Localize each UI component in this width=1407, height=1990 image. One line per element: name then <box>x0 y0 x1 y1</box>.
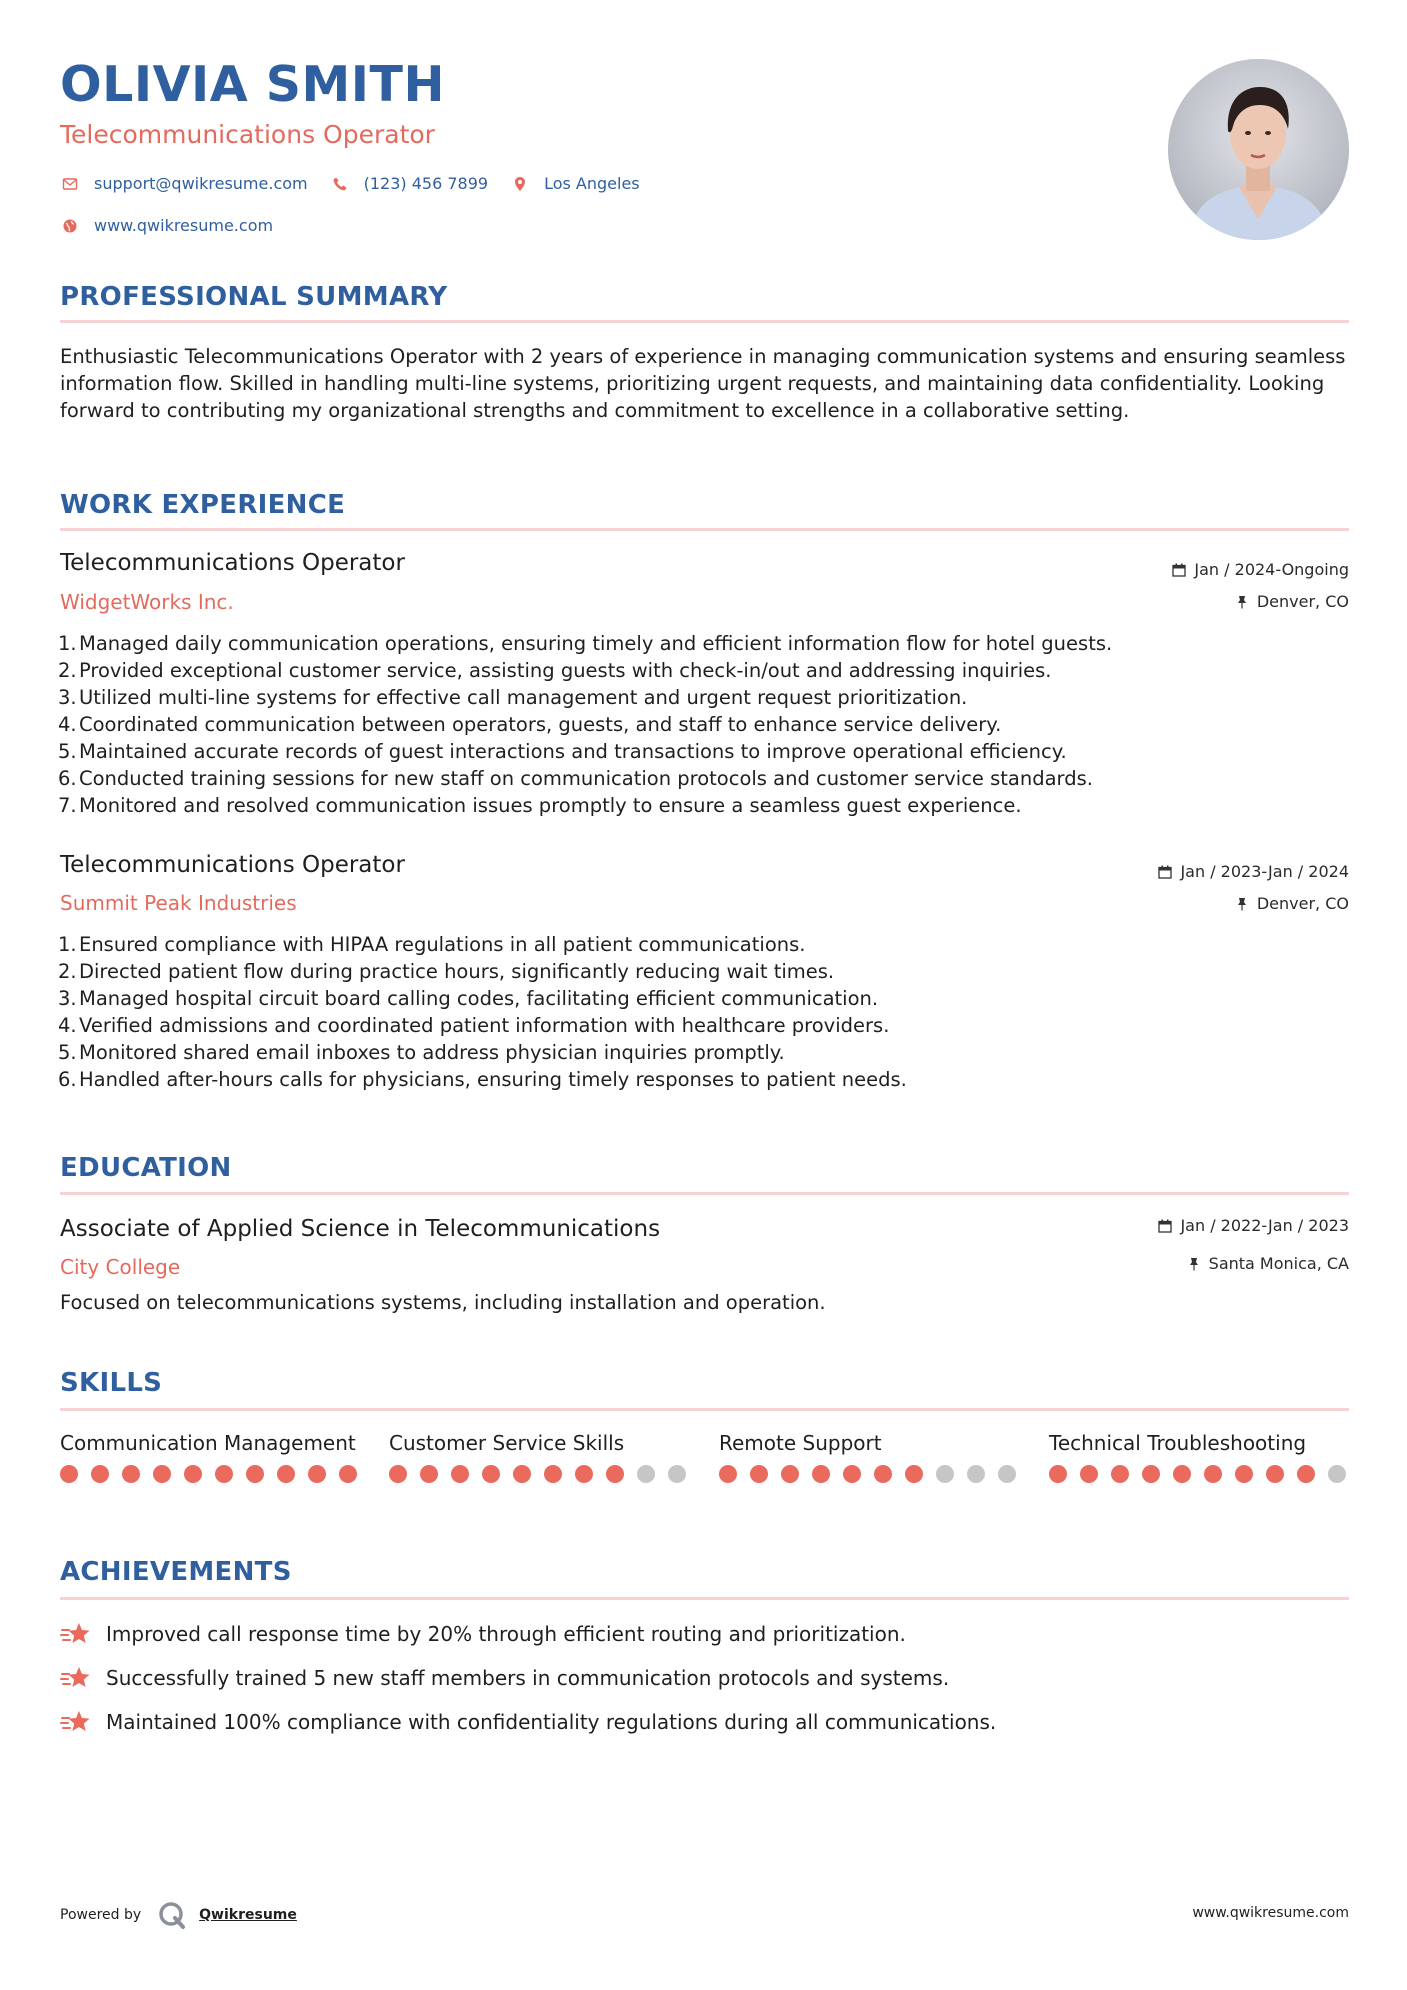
skill-dot-filled <box>482 1465 500 1483</box>
footer-powered-by <box>60 1900 297 1930</box>
candidate-role: Telecommunications Operator <box>60 120 435 149</box>
summary-heading: PROFESSIONAL SUMMARY <box>60 282 448 312</box>
skill-dot-filled <box>1173 1465 1191 1483</box>
skill-dot-filled <box>389 1465 407 1483</box>
education-location <box>1186 1254 1349 1273</box>
skill-dot-filled <box>719 1465 737 1483</box>
skill-dot-filled <box>215 1465 233 1483</box>
skill-dot-filled <box>874 1465 892 1483</box>
globe-icon <box>60 217 80 235</box>
skill-dot-filled <box>905 1465 923 1483</box>
skill-dot-filled <box>1111 1465 1129 1483</box>
skill-name: Communication Management <box>60 1431 356 1455</box>
section-divider <box>60 1408 1349 1411</box>
list-item: 3. Managed hospital circuit board calling codes, facilitating efficient communication. <box>58 987 879 1010</box>
skill-dot-filled <box>277 1465 295 1483</box>
skill-dot-filled <box>812 1465 830 1483</box>
list-item: 2. Directed patient flow during practice hours, significantly reducing wait times. <box>58 960 835 983</box>
skill-dot-filled <box>1080 1465 1098 1483</box>
achievement-item <box>60 1620 906 1648</box>
skill-dot-filled <box>60 1465 78 1483</box>
skill-name: Technical Troubleshooting <box>1049 1431 1307 1455</box>
achievement-text: Maintained 100% compliance with confidentiality regulations during all communications. <box>106 1710 997 1734</box>
degree-title: Associate of Applied Science in Telecommunications <box>60 1216 661 1242</box>
skill-dot-filled <box>1235 1465 1253 1483</box>
skill-dot-filled <box>843 1465 861 1483</box>
calendar-icon <box>1157 1218 1173 1234</box>
job-company: WidgetWorks Inc. <box>60 590 234 614</box>
skill-dot-filled <box>1142 1465 1160 1483</box>
skill-name: Customer Service Skills <box>389 1431 625 1455</box>
section-divider <box>60 320 1349 323</box>
brand-link[interactable]: Qwikresume <box>199 1907 297 1923</box>
education-dates <box>1157 1216 1349 1235</box>
list-item: 2. Provided exceptional customer service, assisting guests with check-in/out and addressing inquiries. <box>58 659 1052 682</box>
skill-dot-filled <box>91 1465 109 1483</box>
powered-by-text: Powered by <box>60 1907 142 1923</box>
phone-icon <box>330 175 350 193</box>
location-text: Los Angeles <box>544 174 640 193</box>
list-item: 1. Managed daily communication operations, ensuring timely and efficient information flow for hotel guests. <box>58 632 1113 655</box>
skill-dot-empty <box>967 1465 985 1483</box>
skill-dot-filled <box>451 1465 469 1483</box>
skill-dot-filled <box>153 1465 171 1483</box>
education-dates-text: Jan / 2022-Jan / 2023 <box>1180 1216 1349 1235</box>
section-divider <box>60 1597 1349 1600</box>
calendar-icon <box>1157 864 1173 880</box>
section-divider <box>60 1192 1349 1195</box>
pushpin-icon <box>1234 594 1250 610</box>
contact-phone[interactable] <box>330 174 488 193</box>
qwikresume-logo-icon <box>157 1900 187 1930</box>
achievement-text: Successfully trained 5 new staff members in communication protocols and systems. <box>106 1666 950 1690</box>
skill-name: Remote Support <box>719 1431 882 1455</box>
job-bullets <box>60 630 1350 819</box>
website-text: www.qwikresume.com <box>94 216 274 235</box>
skill-item <box>719 1430 1024 1483</box>
skill-dot-filled <box>1266 1465 1284 1483</box>
list-item: 5. Monitored shared email inboxes to address physician inquiries promptly. <box>58 1041 785 1064</box>
phone-text: (123) 456 7899 <box>363 174 489 193</box>
job-location <box>1234 894 1349 913</box>
list-item: 7. Monitored and resolved communication issues promptly to ensure a seamless guest experience. <box>58 794 1022 817</box>
skill-dot-filled <box>1049 1465 1067 1483</box>
achievement-text: Improved call response time by 20% through efficient routing and prioritization. <box>106 1622 906 1646</box>
footer-website[interactable]: www.qwikresume.com <box>1192 1905 1349 1921</box>
skill-dot-filled <box>750 1465 768 1483</box>
education-heading: EDUCATION <box>60 1153 232 1183</box>
job-location <box>1234 592 1349 611</box>
skill-dot-filled <box>544 1465 562 1483</box>
skill-dot-empty <box>668 1465 686 1483</box>
contact-row <box>60 174 662 193</box>
list-item: 3. Utilized multi-line systems for effective call management and urgent request prioritization. <box>58 686 968 709</box>
summary-text: Enthusiastic Telecommunications Operator with 2 years of experience in managing communication systems and ensuring seamless information flow. Skilled in handling multi-line systems, prioritizing urgent requests, and maintaining data confidentiality. Looking forward to contributing my organizational strengths and commitment to excellence in a collaborative setting. <box>60 345 1346 422</box>
skill-rating <box>60 1465 365 1483</box>
job-dates-text: Jan / 2024-Ongoing <box>1194 560 1349 579</box>
skill-dot-empty <box>936 1465 954 1483</box>
list-item: 4. Coordinated communication between operators, guests, and staff to enhance service delivery. <box>58 713 1002 736</box>
list-item: 6. Conducted training sessions for new staff on communication protocols and customer service standards. <box>58 767 1093 790</box>
profile-photo <box>1168 59 1349 240</box>
achievement-item <box>60 1708 996 1736</box>
contact-website[interactable] <box>60 216 273 235</box>
school-name: City College <box>60 1255 181 1279</box>
job-title: Telecommunications Operator <box>60 852 405 878</box>
contact-row-website <box>60 216 295 235</box>
job-dates <box>1171 560 1349 579</box>
pushpin-icon <box>1234 896 1250 912</box>
list-item: 1. Ensured compliance with HIPAA regulations in all patient communications. <box>58 933 806 956</box>
education-description: Focused on telecommunications systems, including installation and operation. <box>60 1291 826 1314</box>
skill-dot-empty <box>637 1465 655 1483</box>
skill-dot-filled <box>420 1465 438 1483</box>
skill-dot-filled <box>1297 1465 1315 1483</box>
star-icon <box>60 1708 92 1736</box>
job-title: Telecommunications Operator <box>60 550 405 576</box>
skill-rating <box>389 1465 694 1483</box>
skill-item <box>1049 1430 1354 1483</box>
calendar-icon <box>1171 562 1187 578</box>
job-company: Summit Peak Industries <box>60 891 297 915</box>
envelope-icon <box>60 175 80 193</box>
education-location-text: Santa Monica, CA <box>1208 1254 1349 1273</box>
skill-dot-filled <box>781 1465 799 1483</box>
skill-dot-filled <box>122 1465 140 1483</box>
skill-dot-filled <box>513 1465 531 1483</box>
job-location-text: Denver, CO <box>1256 592 1349 611</box>
skill-dot-filled <box>575 1465 593 1483</box>
list-item: 4. Verified admissions and coordinated patient information with healthcare providers. <box>58 1014 890 1037</box>
skill-dot-empty <box>998 1465 1016 1483</box>
skill-dot-filled <box>606 1465 624 1483</box>
contact-location <box>510 174 640 193</box>
email-text: support@qwikresume.com <box>94 174 308 193</box>
skill-dot-filled <box>184 1465 202 1483</box>
skill-item <box>60 1430 365 1483</box>
skill-dot-filled <box>308 1465 326 1483</box>
contact-email[interactable] <box>60 174 308 193</box>
star-icon <box>60 1664 92 1692</box>
skill-dot-filled <box>246 1465 264 1483</box>
achievements-heading: ACHIEVEMENTS <box>60 1557 292 1587</box>
skills-heading: SKILLS <box>60 1368 163 1398</box>
skill-dot-filled <box>339 1465 357 1483</box>
achievement-item <box>60 1664 949 1692</box>
star-icon <box>60 1620 92 1648</box>
skill-rating <box>1049 1465 1354 1483</box>
skill-item <box>389 1430 694 1483</box>
list-item: 6. Handled after-hours calls for physicians, ensuring timely responses to patient needs. <box>58 1068 907 1091</box>
skill-rating <box>719 1465 1024 1483</box>
list-item: 5. Maintained accurate records of guest interactions and transactions to improve operational efficiency. <box>58 740 1067 763</box>
job-dates <box>1157 862 1349 881</box>
candidate-name: OLIVIA SMITH <box>60 56 445 113</box>
job-location-text: Denver, CO <box>1256 894 1349 913</box>
job-dates-text: Jan / 2023-Jan / 2024 <box>1180 862 1349 881</box>
map-pin-icon <box>510 175 530 193</box>
section-divider <box>60 528 1349 531</box>
skill-dot-empty <box>1328 1465 1346 1483</box>
job-bullets <box>60 931 1350 1093</box>
pushpin-icon <box>1186 1256 1202 1272</box>
skill-dot-filled <box>1204 1465 1222 1483</box>
experience-heading: WORK EXPERIENCE <box>60 490 346 520</box>
